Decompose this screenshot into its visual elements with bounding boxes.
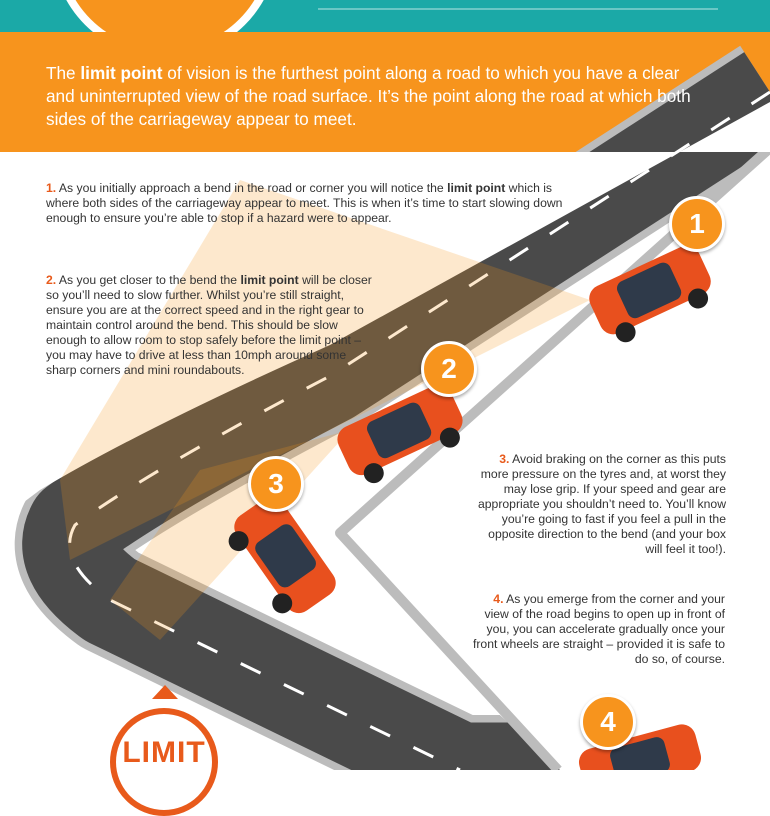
step-badge-4: 4 — [580, 694, 636, 750]
step-number: 4. — [493, 592, 504, 606]
step-number: 1. — [46, 181, 57, 195]
step-badge-3: 3 — [248, 456, 304, 512]
step-3-text: 3. Avoid braking on the corner as this puts more pressure on the tyres and, at worst they may lose grip. If your speed and gear are appropriate you shouldn’t need to. You’ll know you’re going to fast if you feel a pull in the opposite direction to the bend (and your box will feel it too!). — [478, 452, 726, 556]
step-1-text: 1. As you initially approach a bend in the road or corner you will notice the limit point which is where both sides of the carriageway appear to meet. This is when it’s time to start slowing down enough to ensure you’re able to stop if a hazard were to appear. — [46, 181, 563, 225]
intro-text: The limit point of vision is the furthest point along a road to which you have a clear and uninterrupted view of the road surface. It’s the point along the road at which both sides of the carriageway appear to meet. — [46, 63, 691, 129]
limit-badge: LIMIT — [110, 708, 218, 816]
step-2-text: 2. As you get closer to the bend the limit point will be closer so you’ll need to slow further. Whilst you’re still straight, ensure you are at the correct speed and in the right gear to maintain control around the bend. This should be slow enough to allow room to stop safely before the limit point – you may have to drive at less than 10mph around some sharp corners and mini roundabouts. — [46, 273, 372, 377]
step-badge-2: 2 — [421, 341, 477, 397]
step-number: 2. — [46, 273, 57, 287]
step-badge-1: 1 — [669, 196, 725, 252]
limit-point-bold: limit point — [80, 63, 163, 83]
step-number: 3. — [499, 452, 510, 466]
up-arrow-icon — [152, 685, 178, 699]
step-4-text: 4. As you emerge from the corner and your view of the road begins to open up in front of you, you can accelerate gradually once your front wheels are straight – provided it is safe to do so, of course. — [472, 592, 725, 666]
